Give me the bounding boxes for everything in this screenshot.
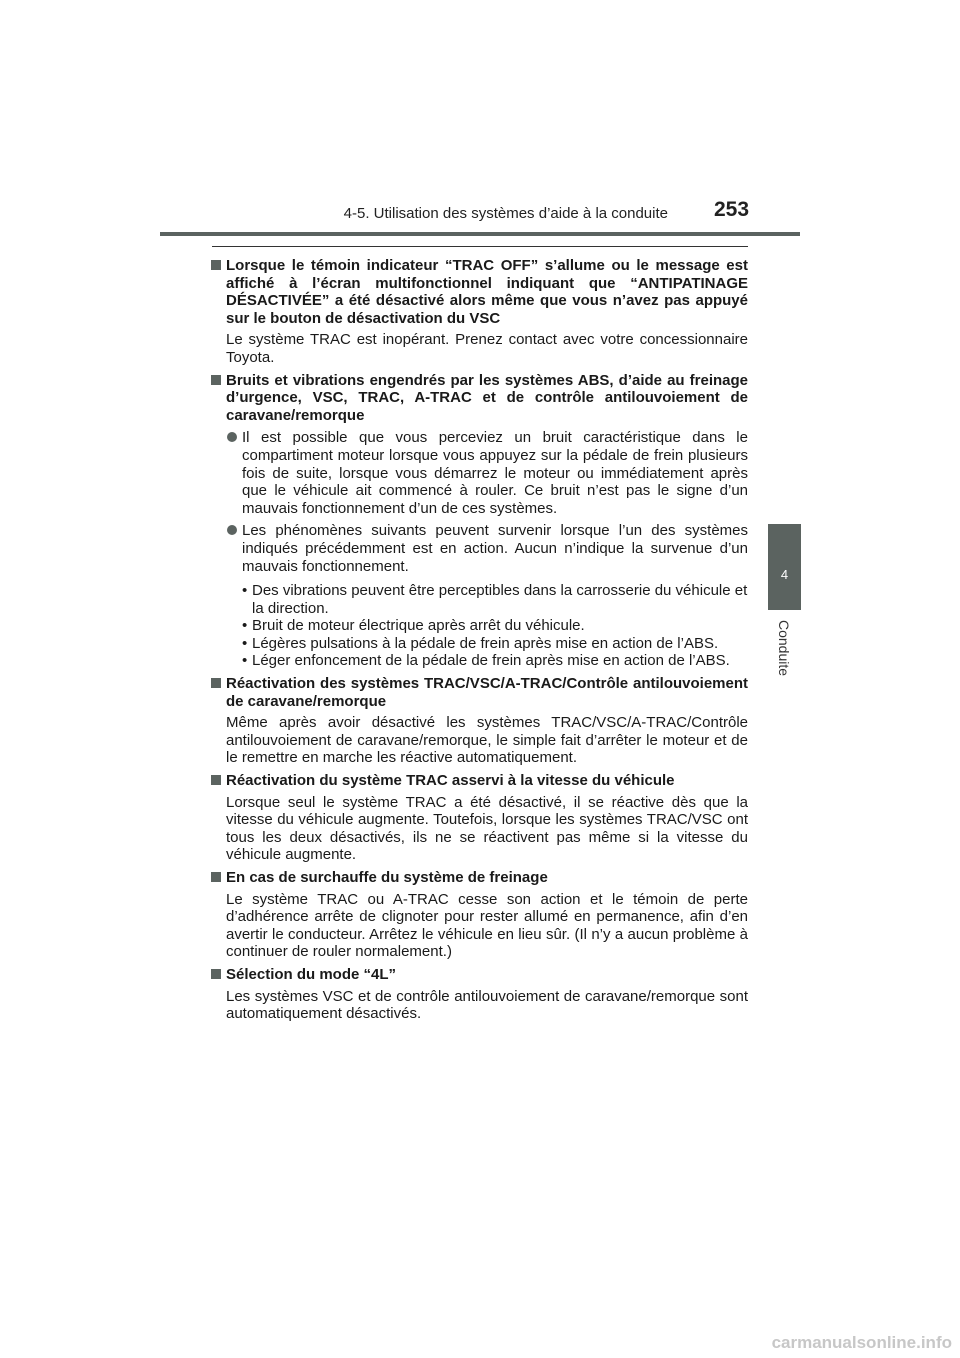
section-reactivation-systems	[210, 675, 748, 767]
section-body: Les systèmes VSC et de contrôle antilouvoiement de caravane/remorque sont automatiquement désactivés.	[226, 987, 748, 1023]
bullet-text: Légères pulsations à la pédale de frein après mise en action de l’ABS.	[252, 634, 719, 652]
chapter-tab	[768, 524, 801, 610]
bullet-mark: •	[242, 652, 248, 670]
bullet-list	[226, 582, 748, 670]
content-rule	[212, 246, 748, 247]
section-reactivation-trac-speed	[210, 772, 748, 864]
bullet-item	[242, 635, 748, 653]
dot-item	[226, 429, 748, 517]
square-bullet-icon	[211, 375, 221, 385]
section-heading: Réactivation du système TRAC asservi à la vitesse du véhicule	[226, 772, 675, 790]
section-heading: Sélection du mode “4L”	[226, 965, 397, 983]
square-bullet-icon	[211, 775, 221, 785]
section-brake-overheat	[210, 869, 748, 961]
watermark: carmanualsonline.info	[771, 1333, 952, 1352]
bullet-text: Léger enfoncement de la pédale de frein après mise en action de l’ABS.	[252, 652, 730, 670]
section-heading: Bruits et vibrations engendrés par les systèmes ABS, d’aide au freinage d’urgence, VSC, TRAC, A-TRAC et de contrôle antilouvoiement de caravane/remorque	[226, 371, 748, 424]
section-heading: Réactivation des systèmes TRAC/VSC/A-TRAC/Contrôle antilouvoiement de caravane/remorque	[226, 675, 748, 710]
section-heading: Lorsque le témoin indicateur “TRAC OFF” s’allume ou le message est affiché à l’écran multifonctionnel indiquant que “ANTIPATINAGE DÉSACTIVÉE” a été désactivé alors même que vous n’avez pas appuyé sur le bouton de désactivation du VSC	[226, 257, 748, 327]
section-noises-vibrations	[210, 372, 748, 671]
square-bullet-icon	[211, 678, 221, 688]
section-heading: En cas de surchauffe du système de freinage	[226, 869, 548, 886]
dot-item-text: Il est possible que vous perceviez un bruit caractéristique dans le compartiment moteur lorsque vous appuyez sur la pédale de frein plusieurs fois de suite, lorsque vous démarrez le moteur ou immédiatement après que le véhicule ait commencé à rouler. Ce bruit n’est pas le signe d’un mauvais fonctionnement d’un de ces systèmes.	[242, 429, 748, 517]
section-4l-mode	[210, 966, 748, 1023]
section-body: Le système TRAC est inopérant. Prenez contact avec votre concessionnaire Toyota.	[226, 331, 748, 366]
square-bullet-icon	[211, 969, 221, 979]
dot-item	[226, 522, 748, 575]
section-body: Lorsque seul le système TRAC a été désactivé, il se réactive dès que la vitesse du véhicule augmente. Toutefois, lorsque les systèmes TRAC/VSC ont tous les deux désactivés, ils ne se réactivent pas même si la vitesse du véhicule augmente.	[226, 793, 748, 864]
chapter-label: Conduite	[776, 619, 792, 677]
round-bullet-icon	[227, 432, 237, 442]
header-rule	[160, 232, 800, 236]
bullet-mark: •	[242, 634, 248, 652]
section-body: Le système TRAC ou A-TRAC cesse son action et le témoin de perte d’adhérence arrête de clignoter pour rester allumé en permanence, afin d’en avertir le conducteur. Arrêtez le véhicule en lieu sûr. (Il n’y a aucun problème à continuer de rouler normalement.)	[226, 890, 748, 961]
bullet-mark: •	[242, 617, 248, 635]
bullet-mark: •	[242, 582, 248, 600]
bullet-item	[242, 652, 748, 670]
page-number: 253	[714, 198, 750, 221]
header-title: 4-5. Utilisation des systèmes d’aide à la conduite	[343, 205, 668, 222]
chapter-tab-number: 4	[780, 567, 789, 582]
square-bullet-icon	[211, 260, 221, 270]
bullet-text: Des vibrations peuvent être perceptibles dans la carrosserie du véhicule et la direction.	[252, 582, 748, 617]
dot-item-text: Les phénomènes suivants peuvent survenir lorsque l’un des systèmes indiqués précédemment est en action. Aucun n’indique la survenue d’un mauvais fonctionnement.	[242, 522, 748, 575]
section-body: Même après avoir désactivé les systèmes TRAC/VSC/A-TRAC/Contrôle antilouvoiement de caravane/remorque, le simple fait d’arrêter le moteur et de le remettre en marche les réactive automatiquement.	[226, 714, 748, 767]
round-bullet-icon	[227, 525, 237, 535]
bullet-text: Bruit de moteur électrique après arrêt du véhicule.	[252, 617, 585, 635]
content	[210, 257, 748, 1028]
section-trac-off-indicator	[210, 257, 748, 367]
bullet-item	[242, 582, 748, 617]
bullet-item	[242, 617, 748, 635]
square-bullet-icon	[211, 872, 221, 882]
